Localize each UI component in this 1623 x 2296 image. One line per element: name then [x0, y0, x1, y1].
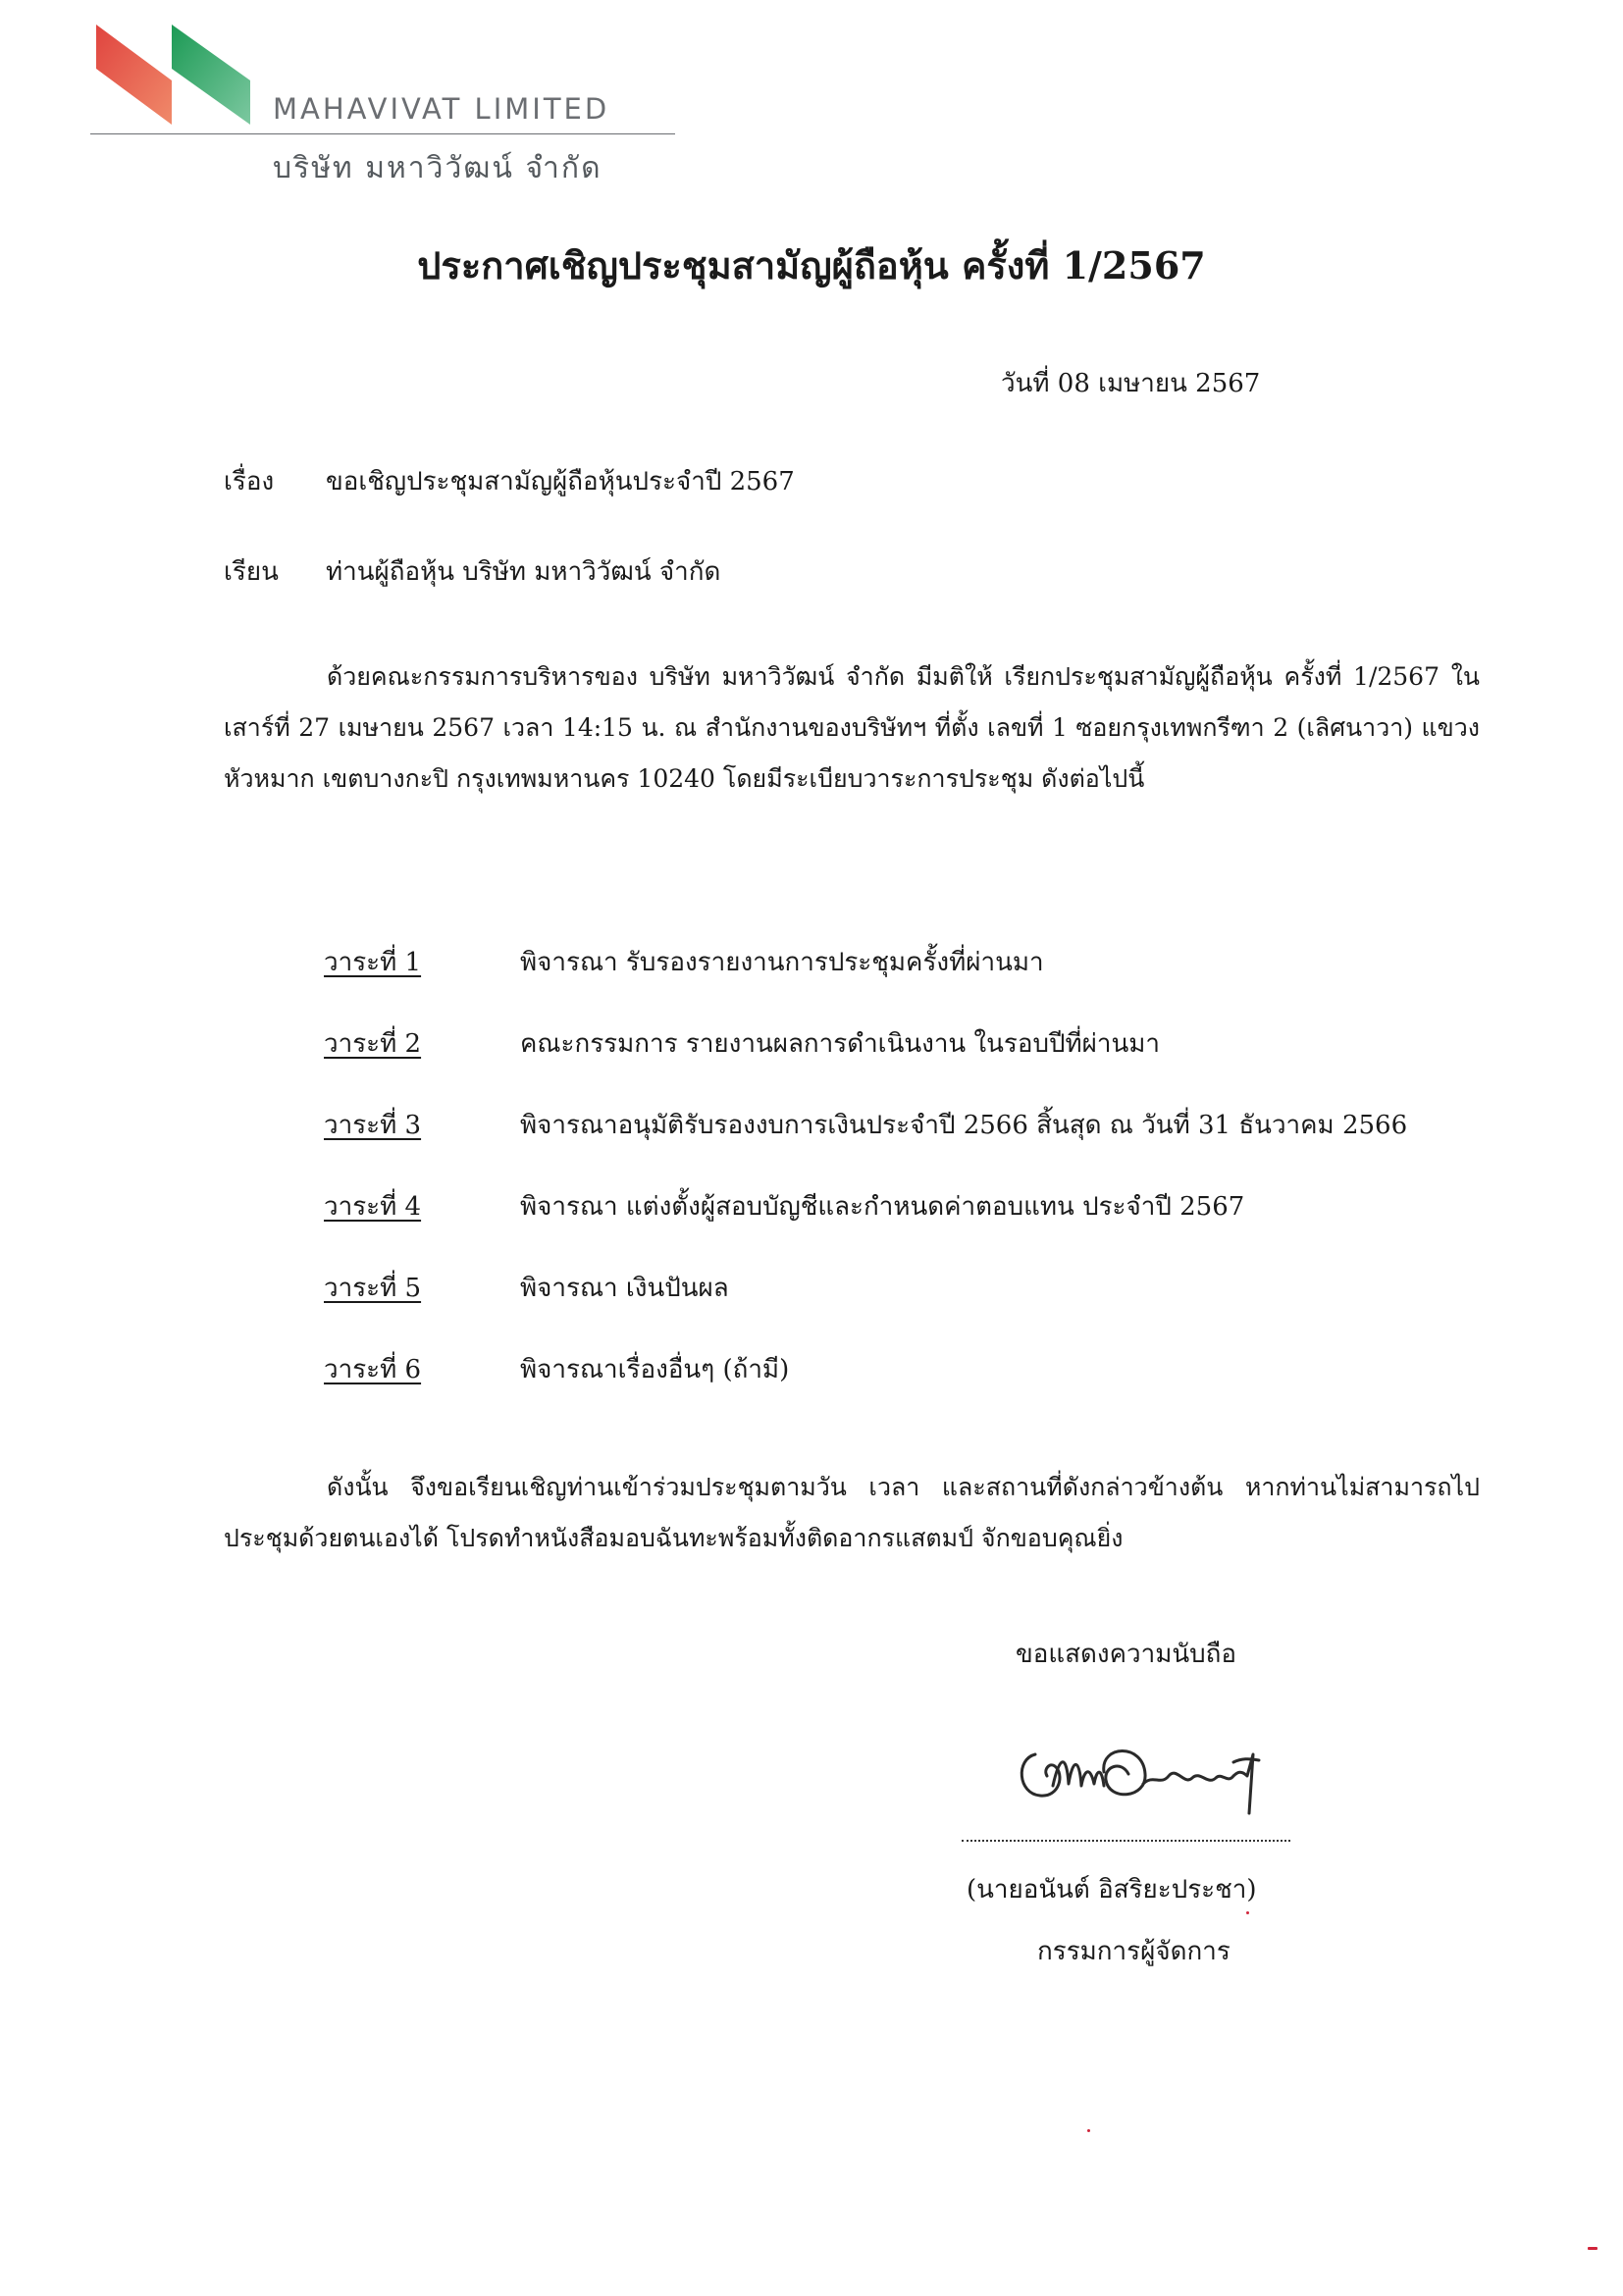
agenda-item [324, 1349, 1521, 1431]
scan-speck [1087, 2129, 1090, 2132]
signature [1006, 1715, 1290, 1823]
signer-name: (นายอนันต์ อิสริยะประชา) [967, 1875, 1257, 1905]
agenda-number: วาระที่ 2 [324, 1029, 422, 1059]
scan-speck [1588, 2247, 1597, 2250]
company-name-th: บริษัท มหาวิวัฒน์ จำกัด [273, 151, 602, 185]
agenda-text: คณะกรรมการ รายงานผลการดำเนินงาน ในรอบปีที่ผ่านมา [520, 1029, 1160, 1059]
signer-title: กรรมการผู้จัดการ [1037, 1937, 1230, 1966]
agenda-number: วาระที่ 3 [324, 1111, 422, 1140]
conclusion-paragraph [224, 1462, 1480, 1564]
agenda-list [324, 942, 1521, 1431]
agenda-number: วาระที่ 4 [324, 1192, 422, 1222]
company-logo-mark [93, 22, 255, 128]
agenda-item [324, 1268, 1521, 1349]
letterhead-divider [90, 133, 675, 134]
agenda-item [324, 1023, 1521, 1105]
agenda-number: วาระที่ 5 [324, 1274, 422, 1303]
agenda-text: พิจารณาอนุมัติรับรองงบการเงินประจำปี 2566 สิ้นสุด ณ วันที่ 31 ธันวาคม 2566 [520, 1111, 1408, 1140]
agenda-item [324, 1105, 1521, 1186]
agenda-number: วาระที่ 6 [324, 1355, 422, 1384]
closing-salutation: ขอแสดงความนับถือ [1016, 1640, 1236, 1669]
recipient-label: เรียน [224, 557, 279, 587]
company-name-en: MAHAVIVAT LIMITED [273, 92, 610, 126]
agenda-number: วาระที่ 1 [324, 948, 422, 977]
agenda-text: พิจารณาเรื่องอื่นๆ (ถ้ามี) [520, 1355, 790, 1384]
conclusion-text: ดังนั้น จึงขอเรียนเชิญท่านเข้าร่วมประชุมตามวัน เวลา และสถานที่ดังกล่าวข้างต้น หากท่านไม่สามารถไปประชุมด้วยตนเองได้ โปรดทำหนังสือมอบฉันทะพร้อมทั้งติดอากรแสตมป์ จักขอบคุณยิ่ง [224, 1473, 1480, 1552]
signature-line [962, 1840, 1290, 1842]
agenda-text: พิจารณา รับรองรายงานการประชุมครั้งที่ผ่านมา [520, 948, 1044, 977]
agenda-text: พิจารณา แต่งตั้งผู้สอบบัญชีและกำหนดค่าตอบแทน ประจำปี 2567 [520, 1192, 1245, 1222]
scan-speck [1246, 1911, 1249, 1914]
document-title: ประกาศเชิญประชุมสามัญผู้ถือหุ้น ครั้งที่ 1/2567 [417, 243, 1206, 287]
document-date: วันที่ 08 เมษายน 2567 [1001, 369, 1261, 398]
recipient-text: ท่านผู้ถือหุ้น บริษัท มหาวิวัฒน์ จำกัด [326, 557, 721, 587]
agenda-item [324, 1186, 1521, 1268]
logo-green-shape [172, 25, 250, 125]
logo-red-shape [96, 25, 172, 125]
intro-paragraph [224, 652, 1480, 805]
subject-label: เรื่อง [224, 467, 275, 496]
agenda-item [324, 942, 1521, 1023]
intro-text: ด้วยคณะกรรมการบริหารของ บริษัท มหาวิวัฒน์ จำกัด มีมติให้ เรียกประชุมสามัญผู้ถือหุ้น ครั้งที่ 1/2567 ในเสาร์ที่ 27 เมษายน 2567 เวลา 14:15 น. ณ สำนักงานของบริษัทฯ ที่ตั้ง เลขที่ 1 ซอยกรุงเทพกรีฑา 2 (เลิศนาวา) แขวงหัวหมาก เขตบางกะปิ กรุงเทพมหานคร 10240 โดยมีระเบียบวาระการประชุม ดังต่อไปนี้ [224, 662, 1480, 793]
subject-text: ขอเชิญประชุมสามัญผู้ถือหุ้นประจำปี 2567 [326, 467, 795, 496]
agenda-text: พิจารณา เงินปันผล [520, 1274, 729, 1303]
